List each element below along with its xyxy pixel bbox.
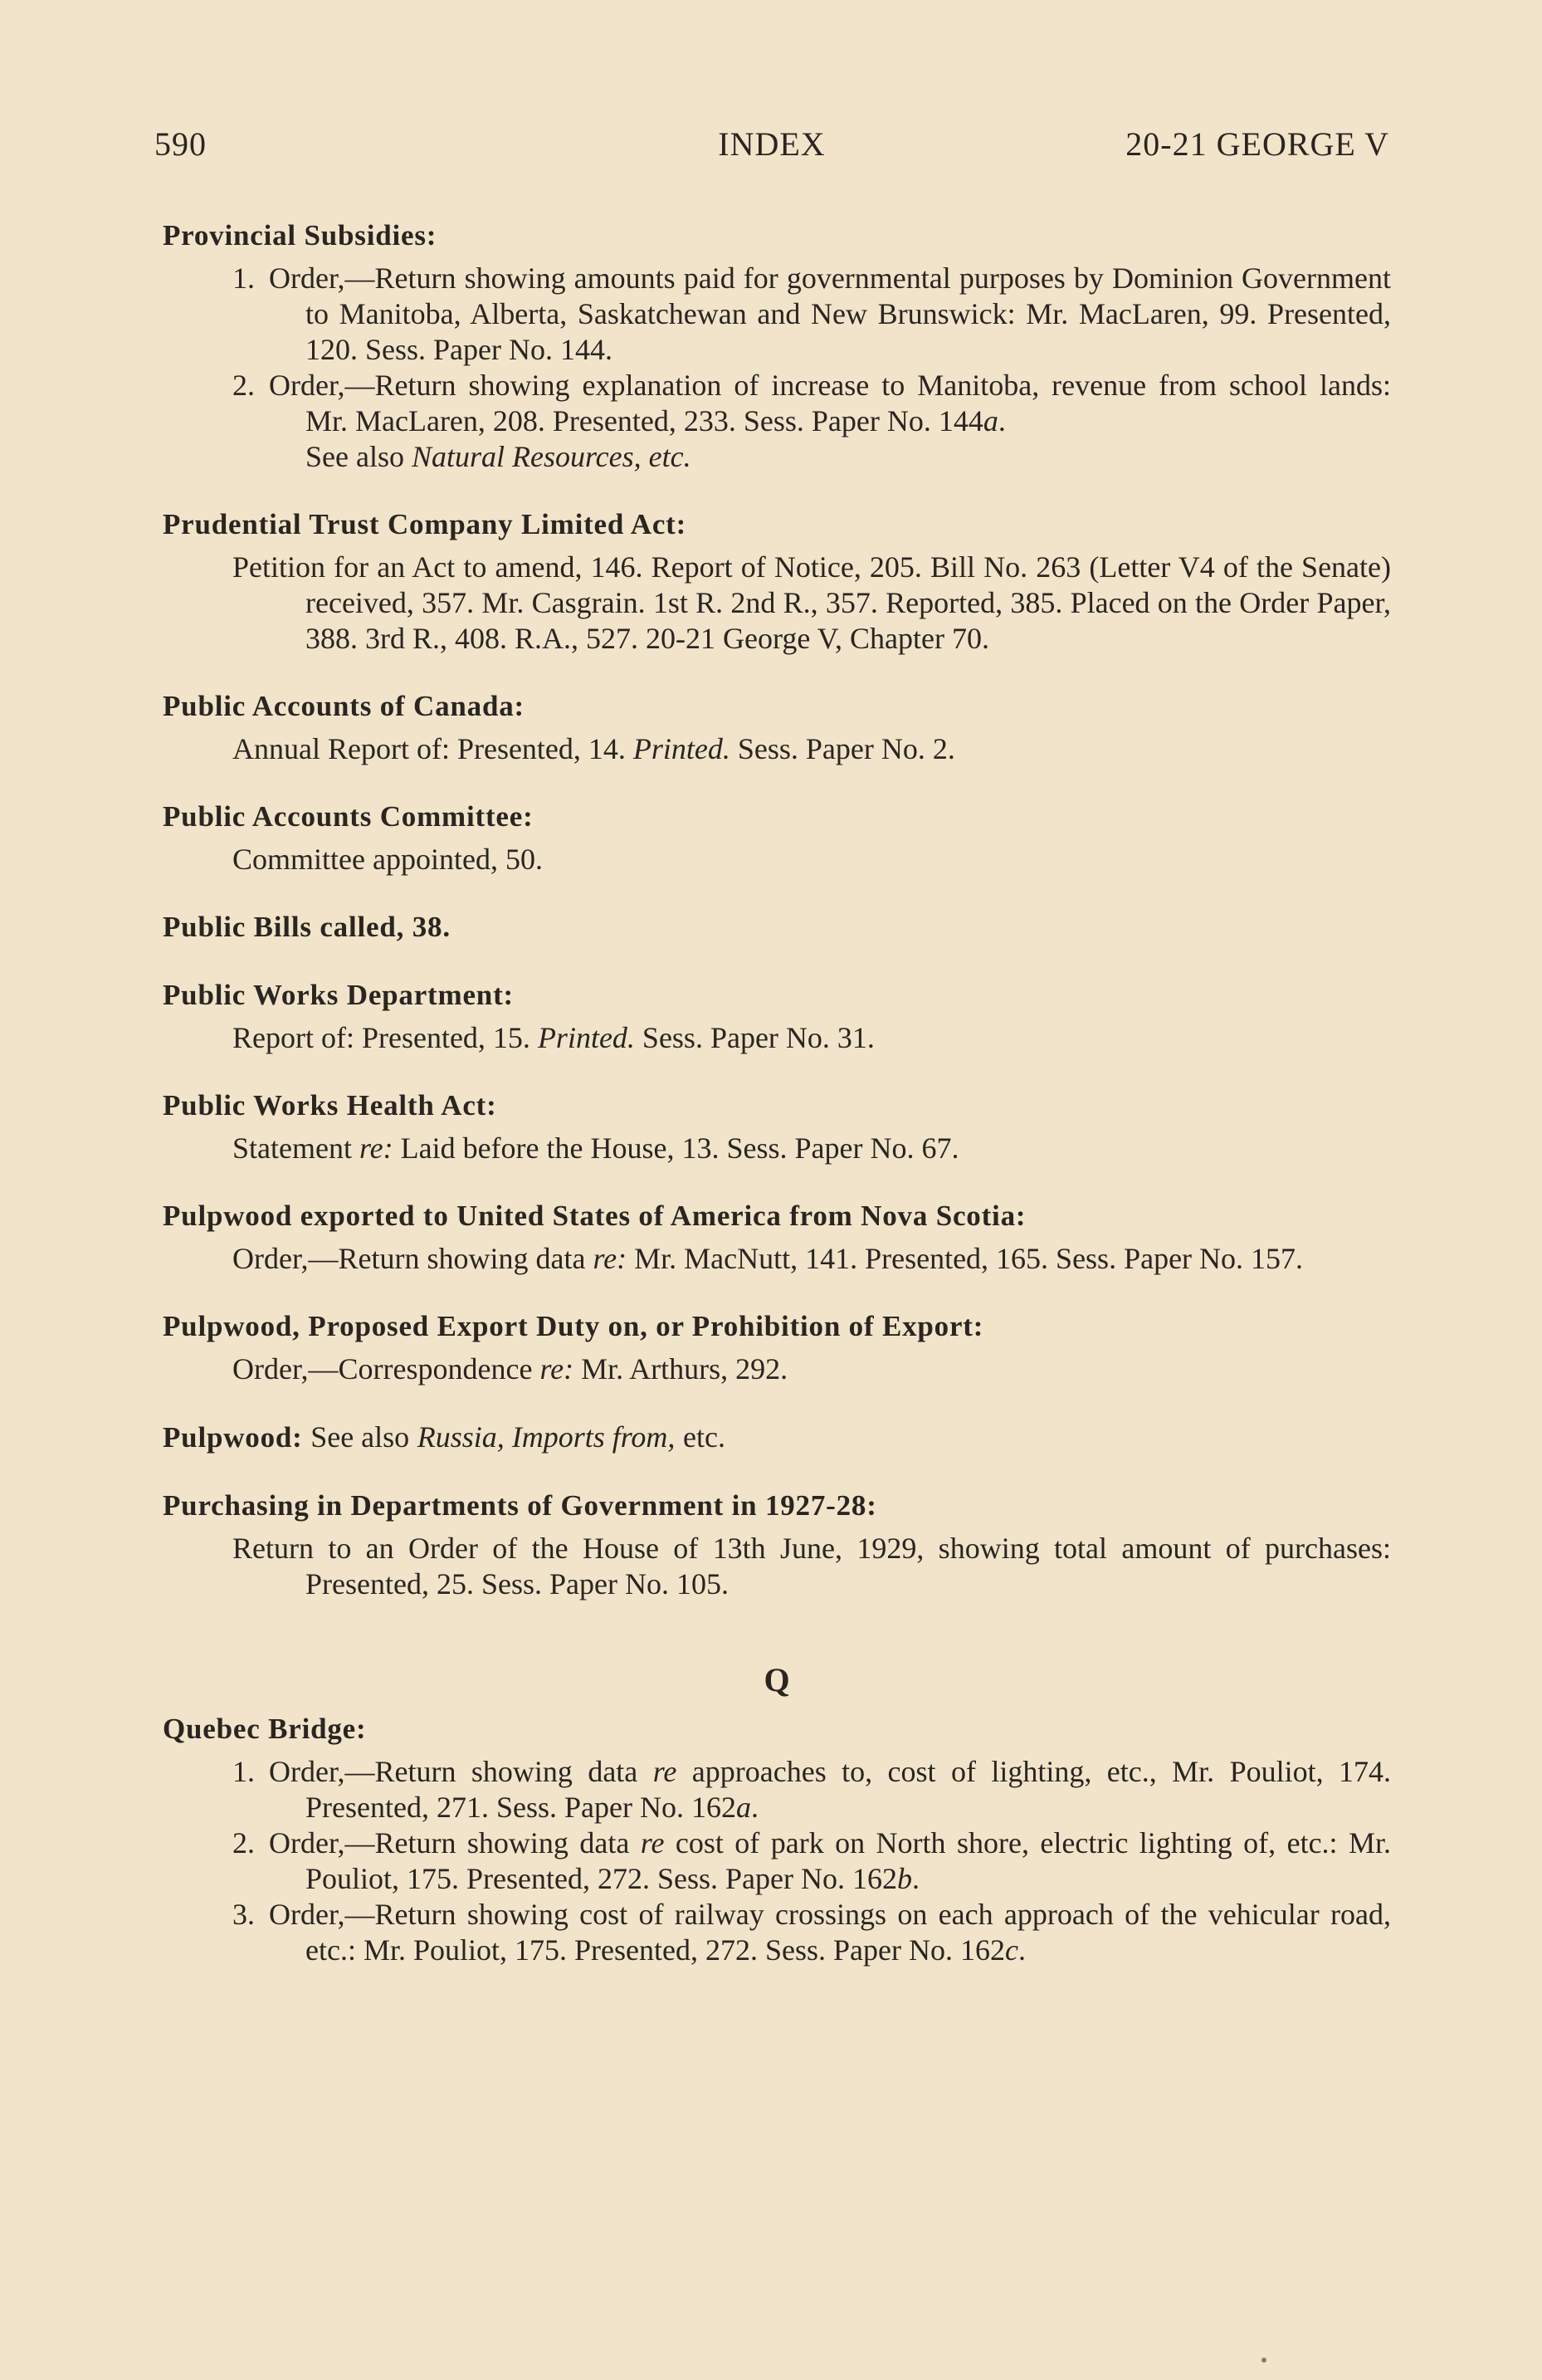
entry-heading: Provincial Subsidies: (163, 219, 437, 252)
index-entry-public-works-department (163, 977, 1391, 1056)
index-entry-pulpwood-export-duty (163, 1308, 1391, 1387)
entry-heading: Prudential Trust Company Limited Act: (163, 508, 687, 540)
page-number: 590 (154, 125, 207, 163)
entry-text: Committee appointed, 50. (232, 843, 543, 876)
list-item: 2. Order,—Return showing explanation of increase to Manitoba, revenue from school lands: Mr. MacLaren, 208. Presented, 233. Sess. Paper No. 144a. (232, 369, 1391, 437)
section-letter: Q (764, 1661, 790, 1698)
index-entry-public-accounts (163, 688, 1391, 767)
index-entry-pulpwood-exported (163, 1198, 1391, 1277)
entry-text: Order,—Correspondence re: Mr. Arthurs, 292. (232, 1352, 788, 1385)
entry-heading: Public Accounts Committee: (163, 800, 534, 833)
see-also-line: See also Natural Resources, etc. (305, 440, 691, 473)
list-item: 1. Order,—Return showing data re approaches to, cost of lighting, etc., Mr. Pouliot, 174. Presented, 271. Sess. Paper No. 162a. (232, 1755, 1392, 1824)
entry-heading: Purchasing in Departments of Government in 1927-28: (163, 1489, 877, 1522)
list-item: 1. Order,—Return showing amounts paid for governmental purposes by Dominion Government to Manitoba, Alberta, Saskatchewan and New Brunswick: Mr. MacLaren, 99. Presented, 120. Sess. Paper No. 144. (232, 261, 1391, 366)
entry-text: Statement re: Laid before the House, 13. Sess. Paper No. 67. (232, 1131, 959, 1165)
page-title: INDEX (718, 125, 826, 163)
entry-heading: Public Bills called, 38. (163, 911, 451, 943)
index-content (163, 217, 1391, 2000)
index-entry-public-accounts-committee (163, 799, 1391, 877)
entry-text: Petition for an Act to amend, 146. Report of Notice, 205. Bill No. 263 (Letter V4 of the Senate) received, 357. Mr. Casgrain. 1st R. 2nd R., 357. Reported, 385. Placed on the Order Paper, 388. 3rd R., 408. R.A., 527. 20-21 George V, Chapter 70. (232, 550, 1391, 655)
page-header (154, 125, 1389, 174)
entry-heading: Pulpwood, Proposed Export Duty on, or Prohibition of Export: (163, 1310, 984, 1342)
index-entry-pulpwood (163, 1419, 1391, 1456)
entry-heading: Public Works Health Act: (163, 1089, 497, 1122)
entry-heading: Quebec Bridge: (163, 1713, 367, 1745)
entry-text: Return to an Order of the House of 13th June, 1929, showing total amount of purchases: Presented, 25. Sess. Paper No. 105. (232, 1532, 1391, 1601)
index-entry-purchasing (163, 1488, 1391, 1602)
index-entry-prudential-trust (163, 506, 1391, 657)
index-entry-public-works-health (163, 1087, 1391, 1166)
ink-speck (1261, 2358, 1266, 2363)
index-entry-public-bills (163, 909, 1391, 946)
reign-label: 20-21 GEORGE V (1125, 125, 1389, 163)
entry-heading: Pulpwood exported to United States of America from Nova Scotia: (163, 1200, 1027, 1232)
entry-text: Report of: Presented, 15. Printed. Sess. Paper No. 31. (232, 1021, 875, 1054)
entry-heading: Pulpwood: See also Russia, Imports from, etc. (163, 1420, 725, 1454)
index-entry-provincial-subsidies (163, 217, 1391, 475)
entry-text: Order,—Return showing data re: Mr. MacNutt, 141. Presented, 165. Sess. Paper No. 157. (232, 1242, 1304, 1275)
index-entry-quebec-bridge (163, 1711, 1391, 1968)
entry-text: Annual Report of: Presented, 14. Printed. Sess. Paper No. 2. (232, 732, 955, 765)
entry-heading: Public Accounts of Canada: (163, 690, 525, 722)
list-item: 2. Order,—Return showing data re cost of park on North shore, electric lighting of, etc.: Mr. Pouliot, 175. Presented, 272. Sess. Paper No. 162b. (232, 1826, 1392, 1895)
list-item: 3. Order,—Return showing cost of railway crossings on each approach of the vehicular road, etc.: Mr. Pouliot, 175. Presented, 272. Sess. Paper No. 162c. (232, 1898, 1391, 1967)
entry-heading: Public Works Department: (163, 979, 514, 1011)
